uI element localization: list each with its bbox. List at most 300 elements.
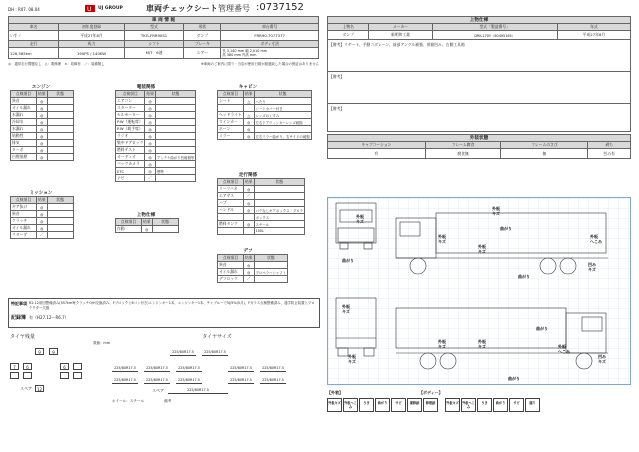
legend-exterior-title: 【外装】 <box>327 390 343 395</box>
dmg-label-2: 外板 <box>492 206 500 211</box>
mission-row <box>11 204 74 211</box>
check-item-state <box>155 112 195 119</box>
svg-text:キズ: キズ <box>478 344 486 349</box>
check-item-name: ラジオ <box>116 133 145 140</box>
dmg-label-11: 曲がり <box>536 326 548 331</box>
tire-rear-ll: 7 <box>10 363 19 370</box>
svg-text:キズ: キズ <box>598 359 606 364</box>
check-item-state: パテなしギアボックス プロテ <box>255 208 304 213</box>
cabin-row <box>218 119 312 126</box>
vv-hp: 190PS / 140KW <box>59 48 124 59</box>
check-item-name: ホーン <box>218 126 244 133</box>
electrical-row <box>116 112 196 119</box>
tire-rear-rl: 6 <box>60 363 69 370</box>
running-section <box>217 172 305 235</box>
size-r10: 225/80R17.5 <box>260 378 286 384</box>
check-item-name: クラッチ <box>11 218 37 225</box>
legend-icon-body: 外板キズ <box>445 398 460 412</box>
check-item-name: 排気 <box>11 140 37 147</box>
vh-first-reg: 初年度登録 <box>59 24 124 31</box>
mission-row <box>11 211 74 218</box>
legend-icon-body: サビ <box>509 398 524 412</box>
diff-row <box>218 276 288 283</box>
upper-note-2: 【備考】 <box>328 72 631 104</box>
size-r7: 225/80R17.5 <box>144 378 170 384</box>
cabin-section <box>217 84 312 140</box>
result-legend: ◎：通常走行問題なし △：要修理 ×：故障有 ／：装備無し <box>8 62 105 66</box>
check-item-name: 集中ドアロック <box>117 140 144 145</box>
record-label: 記録簿 <box>11 315 27 321</box>
vh-brake: ブレーキ <box>184 41 221 48</box>
col-state: 状態 <box>254 91 311 98</box>
dmg-label-10: 外板 <box>342 304 350 309</box>
check-item-state <box>47 126 73 133</box>
check-item-state <box>155 140 195 147</box>
vv-dims-1: 長 3,140 mm 幅 2,010 mm <box>222 48 268 53</box>
electrical-section <box>115 84 196 182</box>
check-item-result: ◎ <box>244 262 255 269</box>
size-r4: 225/80R17.5 <box>228 366 254 372</box>
check-item-result: ◎ <box>145 168 156 175</box>
ev-dent: 凹み有 <box>588 149 631 159</box>
check-item-state <box>254 186 304 193</box>
check-item-name: 始動性 <box>11 133 37 140</box>
cabin-row <box>218 105 312 112</box>
size-front-r: 225/80R17.5 <box>202 350 228 356</box>
col-item: 点検項目 <box>116 91 145 98</box>
check-item-result <box>244 214 255 221</box>
ev-caution: 有 <box>328 149 426 159</box>
uh-maker: メーカー <box>369 24 432 31</box>
diff-table <box>217 254 288 283</box>
diff-row <box>218 269 288 276</box>
vv-shift: M/T 6速 <box>124 48 184 59</box>
cabin-row <box>218 126 312 133</box>
running-table <box>217 178 305 235</box>
check-item-result: ／ <box>37 232 48 239</box>
check-item-state <box>47 133 73 140</box>
check-item-result: ◎ <box>37 211 48 218</box>
check-item-name: 白煙黒煙 <box>11 154 37 161</box>
check-item-name: 燃料タンク <box>218 221 244 228</box>
mission-section <box>10 190 74 239</box>
check-item-name: 燃料テスト <box>116 147 145 154</box>
legend-icon-exterior: 修理跡 <box>423 398 438 412</box>
diff-section <box>217 248 288 283</box>
check-item-result: ／ <box>244 276 255 283</box>
col-item: 点検項目 <box>218 179 244 186</box>
vv-dims-2: 高 380 mm 内高 mm <box>222 53 257 57</box>
col-result: 結果 <box>245 179 253 184</box>
check-item-result: ◎ <box>244 119 255 126</box>
check-item-result: ◎ <box>37 112 48 119</box>
dmg-label-6: 外板 <box>478 244 486 249</box>
uh-year: 年式 <box>557 24 630 31</box>
tire-size-section <box>112 333 322 404</box>
tire-rear2-rr <box>73 372 82 379</box>
electrical-row <box>116 133 196 140</box>
engine-title: エンジン <box>31 85 51 90</box>
uv-name: ダンプ <box>328 31 369 40</box>
col-state: 状態 <box>254 255 287 262</box>
tire-rear2-rl <box>60 372 69 379</box>
check-item-result: ◎ <box>244 221 255 228</box>
vh-dims: ボディ寸法 <box>221 41 319 48</box>
svg-text:キズ: キズ <box>348 359 356 364</box>
check-item-name: バックカメラ <box>116 161 145 168</box>
tire-rear2-lr <box>23 372 32 379</box>
upper-spec-title: 上物仕様 <box>328 17 631 24</box>
mission-table <box>10 196 74 239</box>
electrical-row <box>116 175 196 182</box>
check-item-result: ◎ <box>37 204 48 211</box>
vh-shift: シフト <box>124 41 184 48</box>
electrical-row <box>116 161 196 168</box>
check-item-result: ◎ <box>37 119 48 126</box>
electrical-row <box>116 119 196 126</box>
vv-mileage: 126,585km <box>9 48 59 59</box>
eh-frame-rust: フレームのさび <box>501 142 588 149</box>
check-item-state: レンズのくすみ <box>254 112 311 119</box>
check-item-state <box>47 218 73 225</box>
wheel-label: ホイール：スチール <box>112 399 145 403</box>
check-item-result: ◎ <box>37 147 48 154</box>
vh-mileage: 走行 <box>9 41 59 48</box>
size-r1: 225/80R17.5 <box>112 366 138 372</box>
col-result: 結果 <box>38 197 46 202</box>
mission-row <box>11 218 74 225</box>
check-item-name: ヘッドライト <box>219 112 242 117</box>
check-item-result: △ <box>244 98 255 105</box>
check-item-result: ◎ <box>244 133 255 140</box>
check-item-state: 100L <box>254 228 304 235</box>
spare-label: スペア <box>20 385 32 391</box>
engine-row <box>11 147 74 154</box>
check-item-name: シート <box>218 98 244 105</box>
mission-row <box>11 232 74 239</box>
check-item-state <box>254 200 304 207</box>
vv-shape: ダンプ <box>184 31 221 41</box>
ev-frame-corr: 腐食無 <box>425 149 501 159</box>
dmg-label-14: 外板 <box>558 344 566 349</box>
check-item-state: シートカバー付き <box>254 105 311 112</box>
upper-note-3: 【備考】 <box>328 104 631 132</box>
electrical-table <box>115 90 196 182</box>
check-item-name: オイル漏れ <box>218 269 244 276</box>
running-row <box>218 214 305 221</box>
check-item-state: へたり <box>254 98 311 105</box>
check-item-name: P.W（助手席） <box>116 126 145 133</box>
check-item-state <box>47 154 73 161</box>
check-item-state: スチール <box>254 221 304 228</box>
eh-caution: キャブコーション <box>328 142 426 149</box>
legend-note: ※車両のご案内に限り・当店が使用日数が経過致した場合の保証はありません <box>200 62 319 66</box>
check-item-state <box>47 225 73 232</box>
sheet-date: DH : R07. 08.04 <box>8 7 40 12</box>
tire-rear-rr <box>73 363 82 370</box>
engine-row <box>11 119 74 126</box>
check-item-result: ◎ <box>145 147 156 154</box>
check-item-result: ◎ <box>145 119 156 126</box>
legend-icon-exterior: 曲がり <box>375 398 390 412</box>
diff-row <box>218 262 288 269</box>
upper-check-title: 上物仕様 <box>136 213 156 218</box>
check-item-state <box>47 98 73 105</box>
check-item-name <box>218 105 244 112</box>
check-item-result: ／ <box>244 193 255 200</box>
check-item-state: 標準 <box>155 168 195 175</box>
vv-brake: エアー <box>184 48 221 59</box>
check-item-state <box>47 140 73 147</box>
engine-row <box>11 105 74 112</box>
check-item-result: ◎ <box>37 105 48 112</box>
check-item-result: ◎ <box>145 161 156 168</box>
ev-frame-rust: 無 <box>501 149 588 159</box>
uh-name: 上物名 <box>328 24 369 31</box>
tire-residual-unit: 数値：mm <box>93 341 110 345</box>
legend-icon-exterior: サビ <box>391 398 406 412</box>
legend-icon-body: 腐り <box>525 398 540 412</box>
check-item-result: ◎ <box>145 140 156 147</box>
truck-outline-diagram <box>328 198 632 386</box>
running-row <box>218 200 305 207</box>
dmg-label-17: 曲がり <box>508 376 520 381</box>
electrical-row <box>116 154 196 161</box>
vehicle-info-title: 車 両 情 報 <box>9 17 319 24</box>
electrical-row <box>116 147 196 154</box>
check-item-name: P.W（運転席） <box>116 119 145 126</box>
check-item-state <box>155 133 195 140</box>
svg-text:キズ: キズ <box>492 211 500 216</box>
mgmt-number: :0737152 <box>256 2 304 13</box>
check-item-result: ◎ <box>244 207 255 214</box>
tire-residual-section <box>10 333 110 392</box>
check-item-name: ウインカー <box>218 119 244 126</box>
check-item-result: ◎ <box>145 133 156 140</box>
tire-note-label: 備考 <box>164 399 172 403</box>
check-item-result <box>244 228 255 235</box>
legend-icon-body: うき <box>477 398 492 412</box>
check-item-name: 異音 <box>11 211 37 218</box>
check-item-result: ◎ <box>37 225 48 232</box>
company-name: UJ GROUP <box>98 6 123 11</box>
vh-chassis: 車台番号 <box>221 24 319 31</box>
upper-spec-section <box>327 16 631 159</box>
legend-icon-exterior: 外板キズ <box>327 398 342 412</box>
tire-size-title: タイヤサイズ <box>202 334 232 340</box>
tire-front-right: 9 <box>49 348 58 355</box>
check-item-result: ◎ <box>145 98 156 105</box>
check-item-name: オーディオ <box>116 154 145 161</box>
vh-shape: 形状 <box>184 24 221 31</box>
check-item-state <box>155 105 195 112</box>
diff-title: デフ <box>243 249 253 254</box>
eh-frame-corr: フレーム腐食 <box>425 142 501 149</box>
vv-first-reg: 平成27年8月 <box>59 31 124 41</box>
exterior-title: 外装状態 <box>328 135 631 142</box>
dmg-label-1: 外板 <box>356 214 364 219</box>
dmg-label-8: 凹み <box>588 262 596 267</box>
col-result: 結果 <box>245 255 253 260</box>
check-item-state <box>155 147 195 154</box>
check-item-name: エアコン <box>116 98 145 105</box>
svg-text:キズ: キズ <box>356 219 364 224</box>
check-item-state <box>155 119 195 126</box>
engine-row <box>11 154 74 161</box>
upper-check-section <box>115 212 179 233</box>
legend-icon-exterior: 外板へこみ <box>343 398 358 412</box>
legend-icon-exterior: うき <box>359 398 374 412</box>
check-item-state <box>47 105 73 112</box>
check-item-state <box>47 119 73 126</box>
upper-check-table <box>115 218 179 233</box>
check-item-state <box>155 161 195 168</box>
legend-icon-body: 外板へこみ <box>461 398 476 412</box>
size-spare-label: スペア <box>152 388 164 393</box>
cabin-title: キャビン <box>238 85 258 90</box>
record-text: 有（H27.12〜R6.7） <box>29 314 69 320</box>
svg-text:へこみ: へこみ <box>558 349 570 354</box>
check-item-state <box>47 204 73 211</box>
check-item-name: オイル漏れ <box>11 105 37 112</box>
check-item-result: ◎ <box>244 269 255 276</box>
check-item-name: ミラー <box>218 133 244 140</box>
electrical-row <box>116 140 196 147</box>
vv-car-name: いすゞ <box>9 31 59 41</box>
svg-text:へこみ: へこみ <box>590 239 602 244</box>
check-item-state <box>254 262 287 269</box>
size-r6: 225/80R17.5 <box>112 378 138 384</box>
mgmt-label: 管理番号 <box>218 4 250 13</box>
check-item-state <box>155 175 195 182</box>
dmg-label-4: 曲がり <box>500 226 512 231</box>
tire-rear-lr: 6 <box>23 363 32 370</box>
engine-row <box>11 98 74 105</box>
running-row <box>218 207 305 214</box>
svg-text:キズ: キズ <box>478 249 486 254</box>
mission-title: ミッション <box>29 191 53 196</box>
check-item-name: オイル漏れ <box>11 225 37 232</box>
check-item-name: ギア抜け <box>11 204 37 211</box>
check-item-result: △ <box>244 112 255 119</box>
col-result: 結果 <box>143 219 151 224</box>
col-result: 結果 <box>38 91 46 96</box>
check-item-state <box>254 276 287 283</box>
check-item-name: ETC <box>116 168 145 175</box>
dmg-label-15: 外板 <box>348 354 356 359</box>
check-item-result: ／ <box>145 175 156 182</box>
check-item-name: エアサス <box>218 193 244 200</box>
company-logo-icon <box>84 4 96 13</box>
engine-row <box>11 140 74 147</box>
check-item-state <box>47 232 73 239</box>
check-item-name: ハンドル <box>218 207 244 214</box>
check-item-result: ◎ <box>37 126 48 133</box>
svg-text:U: U <box>87 6 92 13</box>
check-item-result: ◎ <box>244 200 255 207</box>
dmg-label-9: 曲がり <box>518 274 530 279</box>
dmg-label-12: 外板 <box>438 339 446 344</box>
electrical-row <box>116 105 196 112</box>
check-item-result <box>244 105 255 112</box>
vh-car-name: 車名 <box>9 24 59 31</box>
running-row <box>218 186 305 193</box>
running-title: 走行関係 <box>238 173 258 178</box>
check-item-result: ◎ <box>145 154 156 161</box>
check-item-result: ◎ <box>244 186 255 193</box>
check-item-name: スターター <box>116 105 145 112</box>
check-item-name: 異音 <box>218 262 244 269</box>
uh-type: 型式「製造番号」 <box>432 24 557 31</box>
col-item: 点検項目 <box>11 197 37 204</box>
check-item-result: ◎ <box>145 126 156 133</box>
check-item-state <box>254 126 311 133</box>
check-item-state <box>47 211 73 218</box>
check-item-name <box>218 228 244 235</box>
col-result: 結果 <box>245 91 253 96</box>
size-r8: 225/80R17.5 <box>176 378 202 384</box>
col-state: 状態 <box>254 179 304 186</box>
check-item-name: 作動 <box>116 226 142 233</box>
running-row <box>218 193 305 200</box>
check-item-name: 異音 <box>11 98 37 105</box>
col-state: 状態 <box>47 91 73 98</box>
size-spare: 225/80R17.5 <box>168 388 228 394</box>
check-item-state <box>254 193 304 200</box>
running-row <box>218 221 305 228</box>
check-item-result: ◎ <box>37 133 48 140</box>
svg-text:キズ: キズ <box>342 309 350 314</box>
check-item-state: 左右ドアウィンカーレンズ破損 <box>254 119 311 126</box>
check-item-state <box>155 126 195 133</box>
check-item-name: デフロック <box>218 276 244 283</box>
tire-rear2-ll <box>10 372 19 379</box>
check-item-name: セルモーター <box>116 112 145 119</box>
cabin-table <box>217 90 312 140</box>
uv-type: DRK-170Y（60495165） <box>432 31 557 40</box>
cabin-row <box>218 133 312 140</box>
legend-body-title: 【ボディー】 <box>419 390 443 395</box>
check-item-state: プロペラーシャフト <box>255 270 286 275</box>
col-state: 状態 <box>47 197 73 204</box>
check-item-result: ◎ <box>37 218 48 225</box>
uv-maker: 新明和工業 <box>369 31 432 40</box>
check-item-result: ◎ <box>142 226 153 233</box>
tire-residual-title: タイヤ残量 <box>10 334 35 340</box>
check-item-result: ◎ <box>37 140 48 147</box>
svg-text:キズ: キズ <box>438 344 446 349</box>
svg-text:キズ: キズ <box>588 267 596 272</box>
check-item-state: アンテナ曲がり凹破損等 <box>156 155 195 160</box>
engine-section <box>10 84 74 161</box>
size-r3: 225/80R17.5 <box>176 366 202 372</box>
company-logo <box>84 4 123 13</box>
damage-diagram <box>327 197 631 385</box>
check-item-state <box>47 147 73 154</box>
special-label: 特記事項 <box>11 301 27 306</box>
check-item-result: ◎ <box>37 154 48 161</box>
col-item: 点検項目 <box>11 91 37 98</box>
check-item-name: ナビ <box>116 175 145 182</box>
dmg-label-5: 外板 <box>438 234 446 239</box>
tire-spare: 12 <box>36 387 43 392</box>
check-item-state <box>152 226 178 233</box>
engine-row <box>11 112 74 119</box>
check-item-name: リーフバネ <box>218 186 244 193</box>
electrical-row <box>116 126 196 133</box>
col-result: 結果 <box>146 91 154 96</box>
col-item: 点検項目 <box>218 91 244 98</box>
